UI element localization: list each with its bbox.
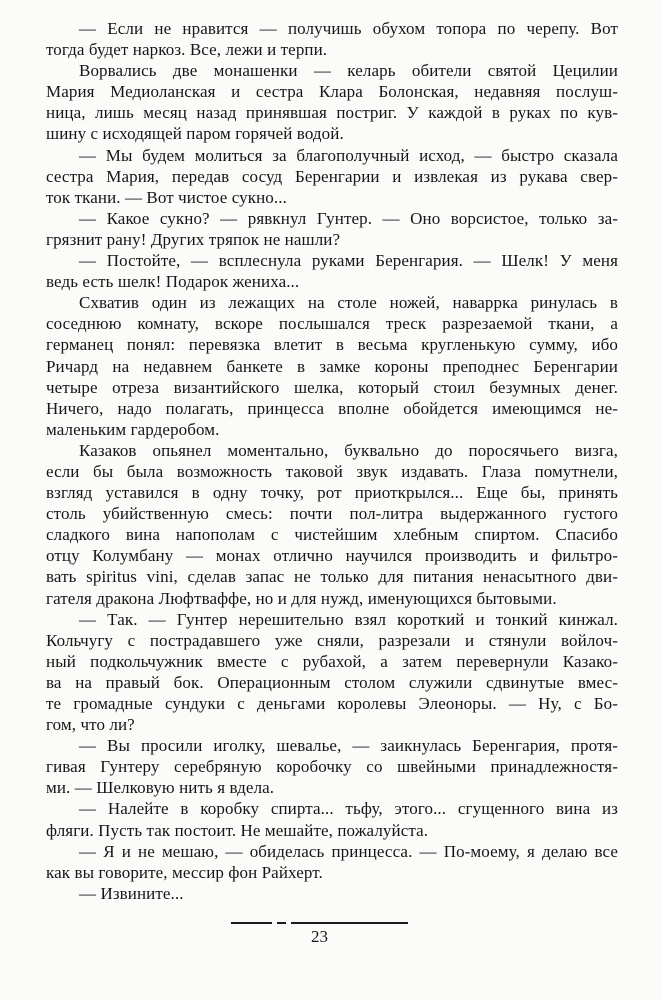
divider-segment [231,922,272,925]
text-line: сладкого вина напополам с чистейшим хлебным спиртом. Спасибо [46,525,618,545]
text-line: Ничего, надо полагать, принцесса вполне обойдется имеющимся не- [46,398,618,418]
page-footer [231,921,408,947]
text-line: гивая Гунтеру серебряную коробочку со швейными принадлежностя- [46,757,618,777]
paragraph [46,735,618,798]
text-line: грязнит рану! Других тряпок не нашли? [46,229,341,249]
paragraph [46,440,618,609]
divider-segment [291,922,408,925]
paragraph [46,60,618,144]
text-line: взгляд уставился в одну точку, рот приоткрылся... Еще бы, принять [46,483,618,503]
text-line: ный подкольчужник вместе с рубахой, а затем перевернули Казако- [46,651,618,671]
paragraph [46,145,618,208]
paragraph [46,841,618,883]
page-text [46,18,618,904]
text-line: фляги. Пусть так постоит. Не мешайте, пожалуйста. [46,820,429,840]
text-line: отцу Колумбану — монах отлично научился производить и фильтро- [46,546,618,566]
text-line: — Налейте в коробку спирта... тьфу, этого... сгущенного вина из [79,799,618,819]
paragraph [46,18,618,60]
text-line: гом, что ли? [46,715,135,735]
text-line: как вы говорите, мессир фон Райхерт. [46,862,323,882]
divider-segment [277,922,286,925]
text-line: — Мы будем молиться за благополучный исход, — быстро сказала [79,145,618,165]
footer-divider [231,921,408,925]
paragraph [46,609,618,736]
text-line: Кольчугу с пострадавшего уже сняли, разрезали и стянули войлоч- [46,630,618,650]
text-line: — Так. — Гунтер нерешительно взял короткий и тонкий кинжал. [79,609,618,629]
text-line: те громадные сундуки с деньгами королевы Элеоноры. — Ну, с Бо- [46,694,618,713]
text-line: — Если не нравится — получишь обухом топора по черепу. Вот [79,19,618,38]
text-line: Казаков опьянел моментально, буквально до поросячьего визга, [79,440,618,460]
text-line: Ричард на недавнем банкете в замке короны преподнес Беренгарии [46,356,618,376]
text-line: тогда будет наркоз. Все, лежи и терпи. [46,40,328,60]
text-line: ток ткани. — Вот чистое сукно... [46,187,287,207]
text-line: ница, лишь месяц назад принявшая постриг. У каждой в руках по кув- [46,103,618,123]
text-line: гателя дракона Люфтваффе, но и для нужд, именующихся бытовыми. [46,588,557,608]
text-line: ва на правый бок. Операционным столом служили сдвинутые вмес- [46,672,618,692]
text-line: Ворвались две монашенки — келарь обители святой Цецилии [79,61,618,81]
text-line: ведь есть шелк! Подарок жениха... [46,272,300,292]
paragraph [46,798,618,840]
text-line: шину с исходящей паром горячей водой. [46,124,344,144]
paragraph [46,883,618,904]
paragraph [46,208,618,250]
text-line: Мария Медиоланская и сестра Клара Болонская, недавняя послуш- [46,82,618,102]
text-line: германец понял: перевязка влетит в весьма кругленькую сумму, ибо [46,335,618,355]
text-line: вать spiritus vini, сделав запас не только для питания ненасытного дви- [46,567,618,587]
text-line: ми. — Шелковую нить я вдела. [46,778,275,798]
paragraph [46,250,618,292]
text-line: — Вы просили иголку, шевалье, — заикнулась Беренгария, протя- [79,736,618,756]
text-line: четыре отреза византийского шелка, который стоил безумных денег. [46,377,618,397]
text-line: Схватив один из лежащих на столе ножей, наваррка ринулась в [79,293,618,313]
paragraph [46,292,618,440]
text-line: соседнюю комнату, вскоре послышался треск разрезаемой ткани, а [46,314,618,334]
text-line: если бы была возможность таковой звук издавать. Глаза помутнели, [46,461,618,481]
text-line: маленьким гардеробом. [46,419,220,439]
text-line: — Какое сукно? — рявкнул Гунтер. — Оно ворсистое, только за- [79,208,618,228]
text-line: — Постойте, — всплеснула руками Беренгария. — Шелк! У меня [79,251,618,271]
text-line: сестра Мария, передав сосуд Беренгарии и извлекая из рукава свер- [46,166,618,186]
text-line: — Извините... [79,883,184,903]
text-line: столь убийственную смесь: почти пол-литра выдержанного густого [46,504,618,524]
page-number: 23 [311,927,328,946]
text-line: — Я и не мешаю, — обиделась принцесса. — По-моему, я делаю все [79,841,618,861]
